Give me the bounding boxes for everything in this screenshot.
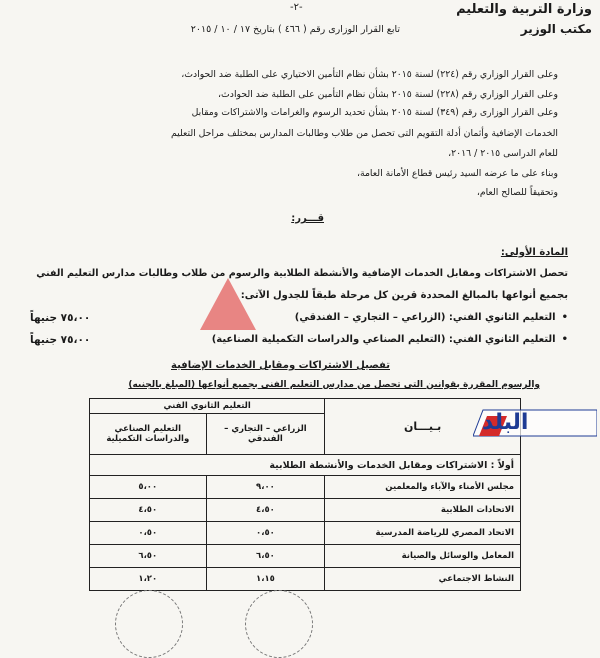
table-row — [90, 568, 521, 591]
row-item: الاتحادات الطلابية — [325, 499, 521, 522]
row-value-a: ٤،٥٠ — [206, 499, 325, 522]
row-value-a: ٠،٥٠ — [206, 522, 325, 545]
official-seal-icon — [115, 590, 183, 658]
row-item: المعامل والوسائل والصيانة — [325, 545, 521, 568]
table-row — [90, 476, 521, 499]
fees-table — [89, 398, 521, 591]
decree-reference: تابع القرار الوزارى رقم ( ٤٦٦ ) بتاريخ ١٧ / ١٠ / ٢٠١٥ — [190, 24, 400, 35]
preamble-line: وعلى القرار الوزاري رقم (٢٢٤) لسنة ٢٠١٥ بشأن نظام التأمين الاختياري على الطلبة ضد الحوادث، — [181, 69, 558, 80]
row-value-b: ٠،٥٠ — [90, 522, 207, 545]
table-caption: تفصيل الاشتراكات ومقابل الخدمات الإضافية — [171, 360, 390, 371]
article-text: تحصل الاشتراكات ومقابل الخدمات الإضافية والأنشطة الطلابية والرسوم من طلاب وطالبات مدارس التعليم الفني — [36, 268, 568, 279]
row-item: الاتحاد المصري للرياضة المدرسية — [325, 522, 521, 545]
table-row — [90, 545, 521, 568]
watermark-brand: البلد — [482, 410, 529, 435]
decree-title: قـــرر: — [291, 213, 324, 224]
preamble-line: وتحقيقاً للصالح العام، — [476, 187, 558, 198]
table-group-header: التعليم الثانوي الفني — [90, 399, 325, 414]
preamble-line: للعام الدراسى ٢٠١٥ / ٢٠١٦، — [448, 148, 558, 159]
bullet-item: •التعليم الثانوي الفني: (التعليم الصناعي والدراسات التكميلية الصناعية) — [211, 334, 568, 345]
article-title: المادة الأولى: — [500, 247, 568, 258]
table-header-item: بـيـــان — [325, 399, 521, 455]
table-caption: والرسوم المقررة بقوانين التى تحصل من مدارس التعليم الفنى بجميع أنواعها (المبلغ بالجنيه) — [128, 380, 540, 390]
row-item: مجلس الأمناء والآباء والمعلمين — [325, 476, 521, 499]
preamble-line: وبناء على ما عرضه السيد رئيس قطاع الأمانة العامة، — [356, 168, 558, 179]
bullet-item: •التعليم الثانوي الفني: (الزراعي – التجاري – الفندقي) — [294, 312, 568, 323]
preamble-line: وعلى القرار الوزارى رقم (٣٤٩) لسنة ٢٠١٥ بشأن تحديد الرسوم والغرامات والاشتراكات ومقابل — [191, 107, 558, 118]
table-row — [90, 499, 521, 522]
article-text: بجميع أنواعها بالمبالغ المحددة قرين كل مرحلة طبقاً للجدول الآتى: — [240, 290, 568, 301]
table-header-col-b: التعليم الصناعي والدراسات التكميلية — [90, 414, 207, 455]
preamble-line: وعلى القرار الوزاري رقم (٢٢٨) لسنة ٢٠١٥ بشأن نظام التأمين على الطلبة ضد الحوادث، — [218, 89, 558, 100]
row-value-b: ٤،٥٠ — [90, 499, 207, 522]
row-value-b: ١،٢٠ — [90, 568, 207, 591]
bullet-amount: ٧٥،٠٠ جنيهاً — [30, 334, 91, 346]
official-seal-icon — [245, 590, 313, 658]
row-value-a: ٦،٥٠ — [206, 545, 325, 568]
watermark-red-shape — [200, 278, 256, 330]
row-value-b: ٦،٥٠ — [90, 545, 207, 568]
page-number: -٢- — [290, 2, 303, 13]
table-section-row: أولاً : الاشتراكات ومقابل الخدمات والأنشطة الطلابية — [90, 455, 521, 476]
preamble-line: الخدمات الإضافية وأثمان أدلة التقويم التى تحصل من طلاب وطالبات المدارس بمختلف مراحل التعليم — [170, 128, 558, 139]
row-value-b: ٥،٠٠ — [90, 476, 207, 499]
bullet-amount: ٧٥،٠٠ جنيهاً — [30, 312, 91, 324]
row-item: النشاط الاجتماعي — [325, 568, 521, 591]
row-value-a: ٩،٠٠ — [206, 476, 325, 499]
ministry-name: وزارة التربية والتعليم — [456, 2, 592, 17]
table-row — [90, 522, 521, 545]
office-name: مكتب الوزير — [520, 22, 592, 36]
row-value-a: ١،١٥ — [206, 568, 325, 591]
table-header-col-a: الزراعي – التجاري – الفندقي — [206, 414, 325, 455]
